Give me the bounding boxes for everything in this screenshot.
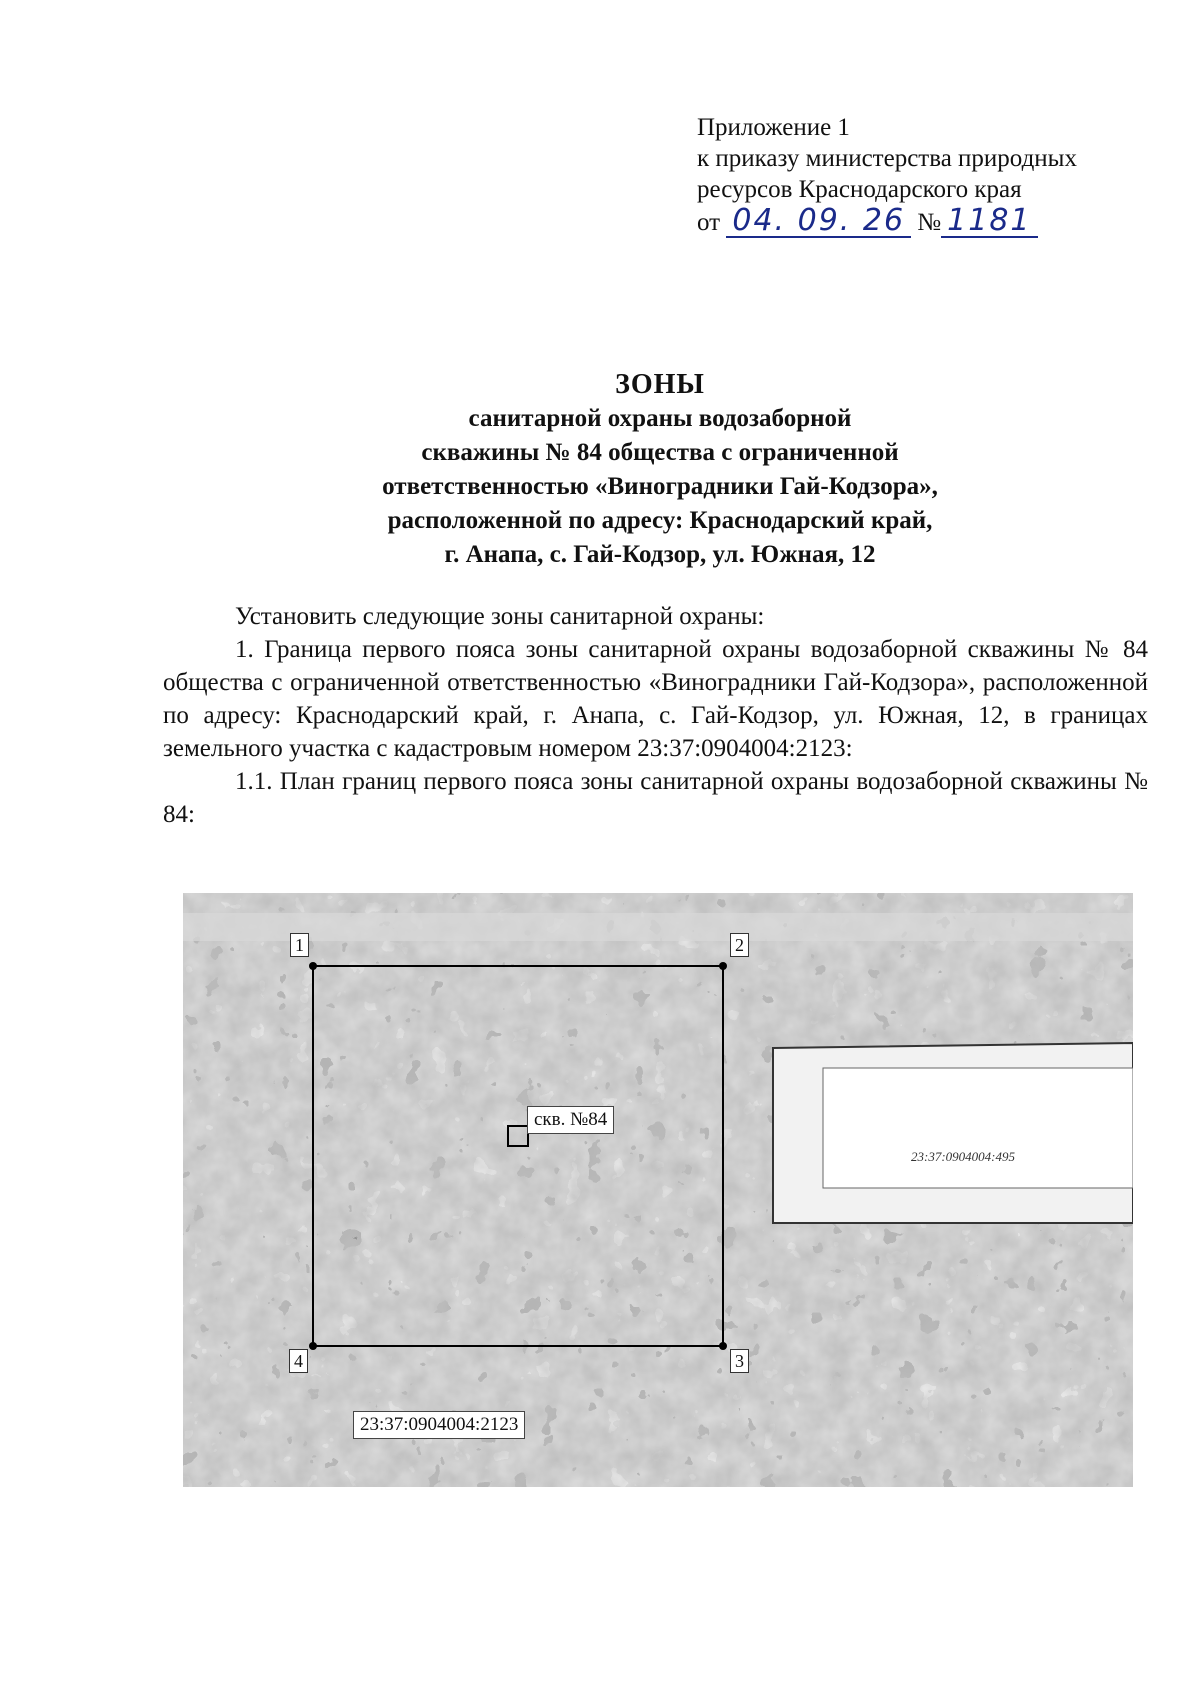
boundary-point-1 — [309, 962, 317, 970]
appendix-title: Приложение 1 — [697, 114, 850, 141]
title-line-4: расположенной по адресу: Краснодарский край, — [387, 507, 933, 534]
handwritten-number: 1181 — [941, 205, 1037, 238]
boundary-plan-map — [183, 893, 1133, 1487]
parcel-neighbor-label: 23:37:0904004:495 — [911, 1149, 1015, 1164]
title-line-5: г. Анапа, с. Гай-Кодзор, ул. Южная, 12 — [444, 541, 876, 568]
top-road — [183, 913, 1133, 941]
date-prefix: от — [697, 209, 721, 236]
appendix-date-line — [697, 205, 1157, 238]
point-label-4: 4 — [289, 1349, 308, 1373]
neighbor-roof — [823, 1068, 1133, 1188]
number-sign: № — [917, 209, 942, 236]
boundary-point-2 — [719, 962, 727, 970]
point-label-1: 1 — [290, 933, 309, 957]
document-body — [163, 600, 1148, 831]
boundary-point-4 — [309, 1342, 317, 1350]
intro-paragraph: Установить следующие зоны санитарной охраны: — [235, 603, 765, 630]
boundary-point-3 — [719, 1342, 727, 1350]
document-title — [150, 368, 1170, 572]
item-1-paragraph: 1. Граница первого пояса зоны санитарной охраны водозаборной скважины № 84 общества с ограниченной ответственностью «Виноградники Гай-Кодзора», расположенной по адресу: Краснодарский край, г. Анапа, с. Гай-Кодзор, ул. Южная, 12, в границах земельного участка с кадастровым номером 23:37:0904004:2123: — [163, 636, 1148, 762]
appendix-ministry: ресурсов Краснодарского края — [697, 176, 1022, 203]
title-line-1: санитарной охраны водозаборной — [468, 405, 852, 432]
parcel-main-label: 23:37:0904004:2123 — [353, 1411, 525, 1439]
handwritten-date: 04. 09. 26 — [726, 205, 911, 238]
appendix-header — [697, 112, 1157, 238]
title-line-2: скважины № 84 общества с ограниченной — [421, 439, 899, 466]
well-label: скв. №84 — [527, 1106, 614, 1134]
map-texture — [183, 893, 1133, 1487]
item-1-1-paragraph: 1.1. План границ первого пояса зоны санитарной охраны водозаборной скважины № 84: — [163, 768, 1148, 828]
title-line-3: ответственностью «Виноградники Гай-Кодзора», — [382, 473, 938, 500]
point-label-3: 3 — [730, 1349, 749, 1373]
title-main: ЗОНЫ — [615, 369, 705, 400]
appendix-order-ref: к приказу министерства природных — [697, 145, 1077, 172]
point-label-2: 2 — [730, 933, 749, 957]
